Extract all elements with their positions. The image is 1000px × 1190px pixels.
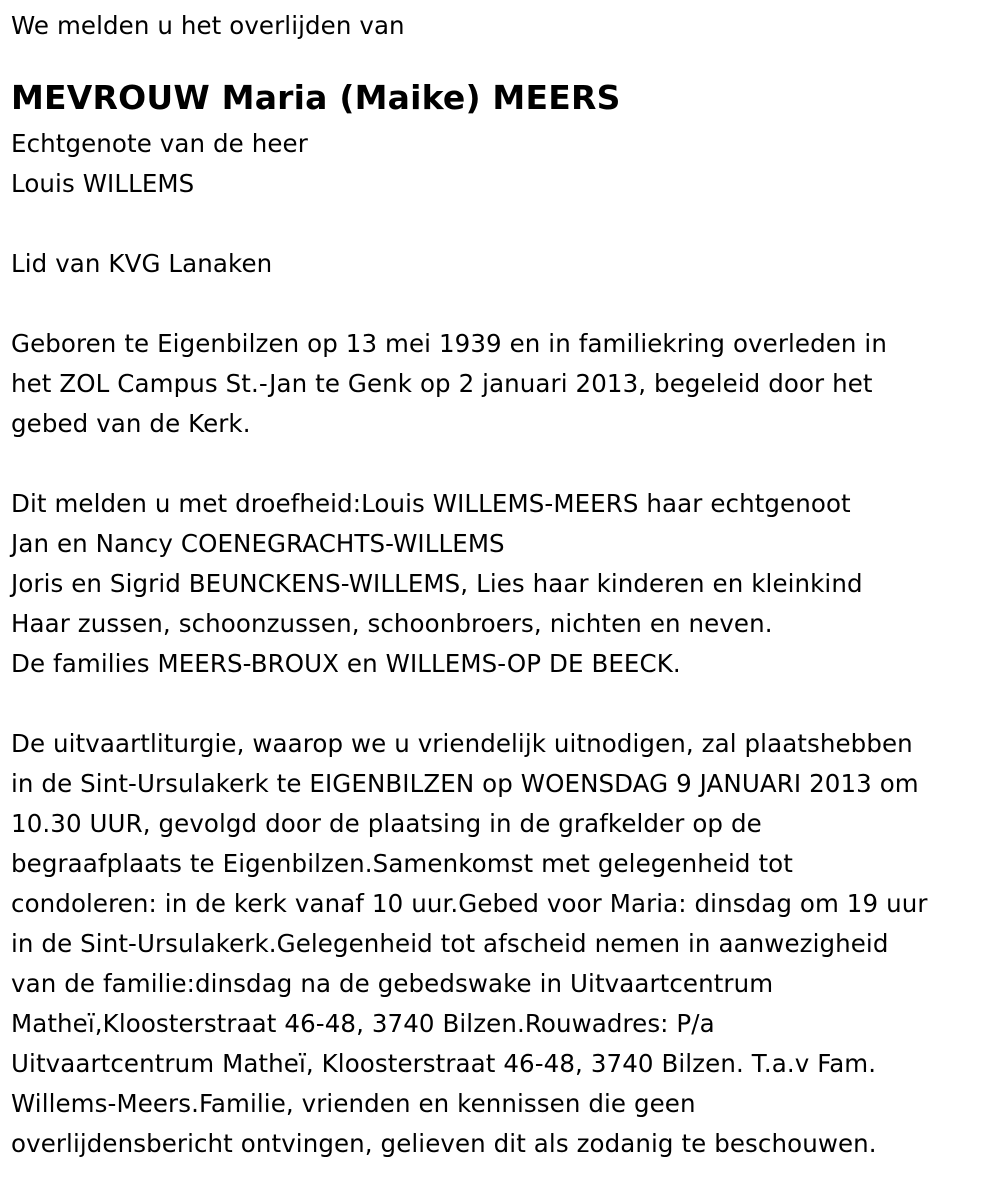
paragraph-line: De uitvaartliturgie, waarop we u vriendelijk uitnodigen, zal plaatshebben bbox=[11, 729, 913, 758]
paragraph-line: Uitvaartcentrum Matheï, Kloosterstraat 46-48, 3740 Bilzen. T.a.v Fam. bbox=[11, 1049, 877, 1078]
funeral-paragraph bbox=[11, 724, 1000, 1164]
paragraph-line: Matheï,Kloosterstraat 46-48, 3740 Bilzen.Rouwadres: P/a bbox=[11, 1009, 715, 1038]
paragraph-line: Jan en Nancy COENEGRACHTS-WILLEMS bbox=[11, 529, 505, 558]
spouse-block bbox=[11, 124, 1000, 204]
birth-death-paragraph bbox=[11, 324, 1000, 444]
paragraph-line: Dit melden u met droefheid:Louis WILLEMS-MEERS haar echtgenoot bbox=[11, 489, 851, 518]
spacer bbox=[11, 204, 1000, 244]
paragraph-line: gebed van de Kerk. bbox=[11, 409, 251, 438]
paragraph-line: Geboren te Eigenbilzen op 13 mei 1939 en in familiekring overleden in bbox=[11, 329, 887, 358]
paragraph-line: overlijdensbericht ontvingen, gelieven dit als zodanig te beschouwen. bbox=[11, 1129, 877, 1158]
spacer bbox=[11, 684, 1000, 724]
deceased-name: MEVROUW Maria (Maike) MEERS bbox=[11, 78, 621, 117]
paragraph-line: Willems-Meers.Familie, vrienden en kennissen die geen bbox=[11, 1089, 696, 1118]
family-paragraph bbox=[11, 484, 1000, 684]
spacer bbox=[11, 46, 1000, 76]
spouse-line: Echtgenote van de heer bbox=[11, 129, 308, 158]
intro-text: We melden u het overlijden van bbox=[11, 11, 405, 40]
paragraph-line: 10.30 UUR, gevolgd door de plaatsing in de grafkelder op de bbox=[11, 809, 762, 838]
paragraph-line: in de Sint-Ursulakerk te EIGENBILZEN op WOENSDAG 9 JANUARI 2013 om bbox=[11, 769, 919, 798]
paragraph-line: Haar zussen, schoonzussen, schoonbroers, nichten en neven. bbox=[11, 609, 773, 638]
spacer bbox=[11, 284, 1000, 324]
paragraph-line: condoleren: in de kerk vanaf 10 uur.Gebed voor Maria: dinsdag om 19 uur bbox=[11, 889, 928, 918]
spouse-line: Louis WILLEMS bbox=[11, 169, 195, 198]
paragraph-line: begraafplaats te Eigenbilzen.Samenkomst met gelegenheid tot bbox=[11, 849, 793, 878]
paragraph-line: Joris en Sigrid BEUNCKENS-WILLEMS, Lies haar kinderen en kleinkind bbox=[11, 569, 863, 598]
paragraph-line: De families MEERS-BROUX en WILLEMS-OP DE BEECK. bbox=[11, 649, 681, 678]
paragraph-line: in de Sint-Ursulakerk.Gelegenheid tot afscheid nemen in aanwezigheid bbox=[11, 929, 889, 958]
paragraph-line: van de familie:dinsdag na de gebedswake in Uitvaartcentrum bbox=[11, 969, 774, 998]
membership-text: Lid van KVG Lanaken bbox=[11, 249, 273, 278]
spacer bbox=[11, 444, 1000, 484]
paragraph-line: het ZOL Campus St.-Jan te Genk op 2 januari 2013, begeleid door het bbox=[11, 369, 873, 398]
